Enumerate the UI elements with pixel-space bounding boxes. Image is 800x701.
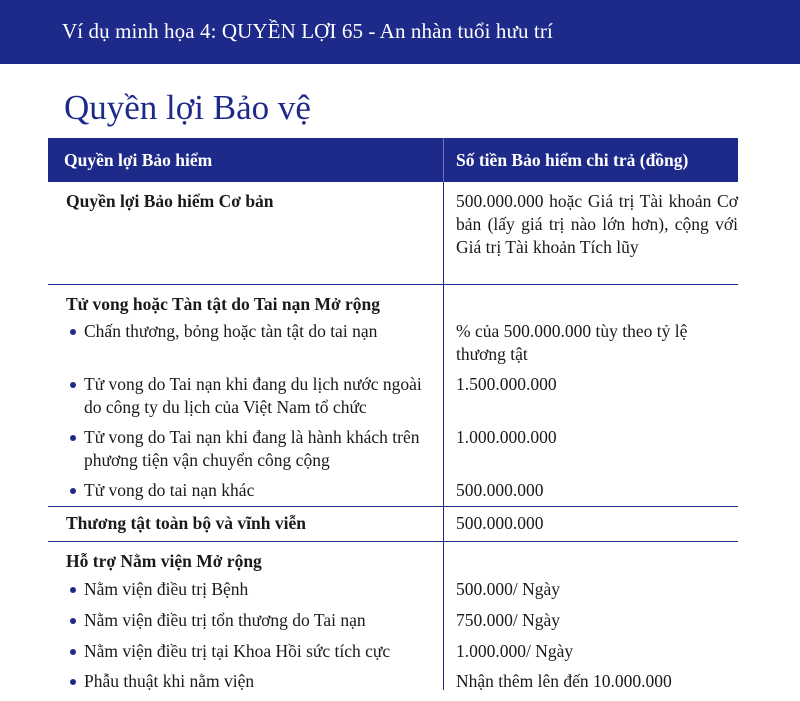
column-header-amount: Số tiền Bảo hiểm chi trả (đồng)	[456, 150, 689, 170]
row-divider	[48, 506, 738, 507]
basic-benefit-label: Quyền lợi Bảo hiểm Cơ bản	[66, 191, 274, 211]
disability-label: Thương tật toàn bộ và vĩnh viễn	[66, 513, 306, 533]
list-item-value: 500.000.000	[456, 480, 544, 500]
bullet-icon	[70, 329, 76, 335]
list-item-value: 1.500.000.000	[456, 374, 557, 394]
header-divider	[443, 138, 444, 182]
list-item-value: 750.000/ Ngày	[456, 610, 561, 630]
bullet-icon	[70, 435, 76, 441]
bullet-icon	[70, 382, 76, 388]
row-divider	[48, 284, 738, 285]
bullet-icon	[70, 587, 76, 593]
table-header	[48, 138, 738, 182]
basic-benefit-value: 500.000.000 hoặc Giá trị Tài khoản Cơ bản (lấy giá trị nào lớn hơn), cộng với Giá trị Tài khoản Tích lũy	[456, 191, 738, 257]
bullet-icon	[70, 618, 76, 624]
bullet-icon	[70, 488, 76, 494]
list-item-value: % của 500.000.000 tùy theo tỷ lệ thương tật	[456, 321, 688, 364]
header-banner	[0, 0, 800, 64]
list-item-value: 1.000.000.000	[456, 427, 557, 447]
section-title: Quyền lợi Bảo vệ	[64, 88, 311, 127]
bullet-icon	[70, 679, 76, 685]
disability-value: 500.000.000	[456, 513, 544, 533]
column-header-benefit: Quyền lợi Bảo hiểm	[64, 150, 213, 170]
bullet-icon	[70, 649, 76, 655]
header-title: Ví dụ minh họa 4: QUYỀN LỢI 65 - An nhàn tuổi hưu trí	[62, 19, 553, 43]
list-item-value: Nhận thêm lên đến 10.000.000	[456, 671, 672, 691]
list-item-value: 1.000.000/ Ngày	[456, 641, 574, 661]
hospital-group-label: Hỗ trợ Nằm viện Mở rộng	[66, 551, 262, 571]
row-divider	[48, 541, 738, 542]
list-item-value: 500.000/ Ngày	[456, 579, 561, 599]
accident-group-label: Tử vong hoặc Tàn tật do Tai nạn Mở rộng	[66, 294, 381, 314]
column-divider	[443, 182, 444, 690]
